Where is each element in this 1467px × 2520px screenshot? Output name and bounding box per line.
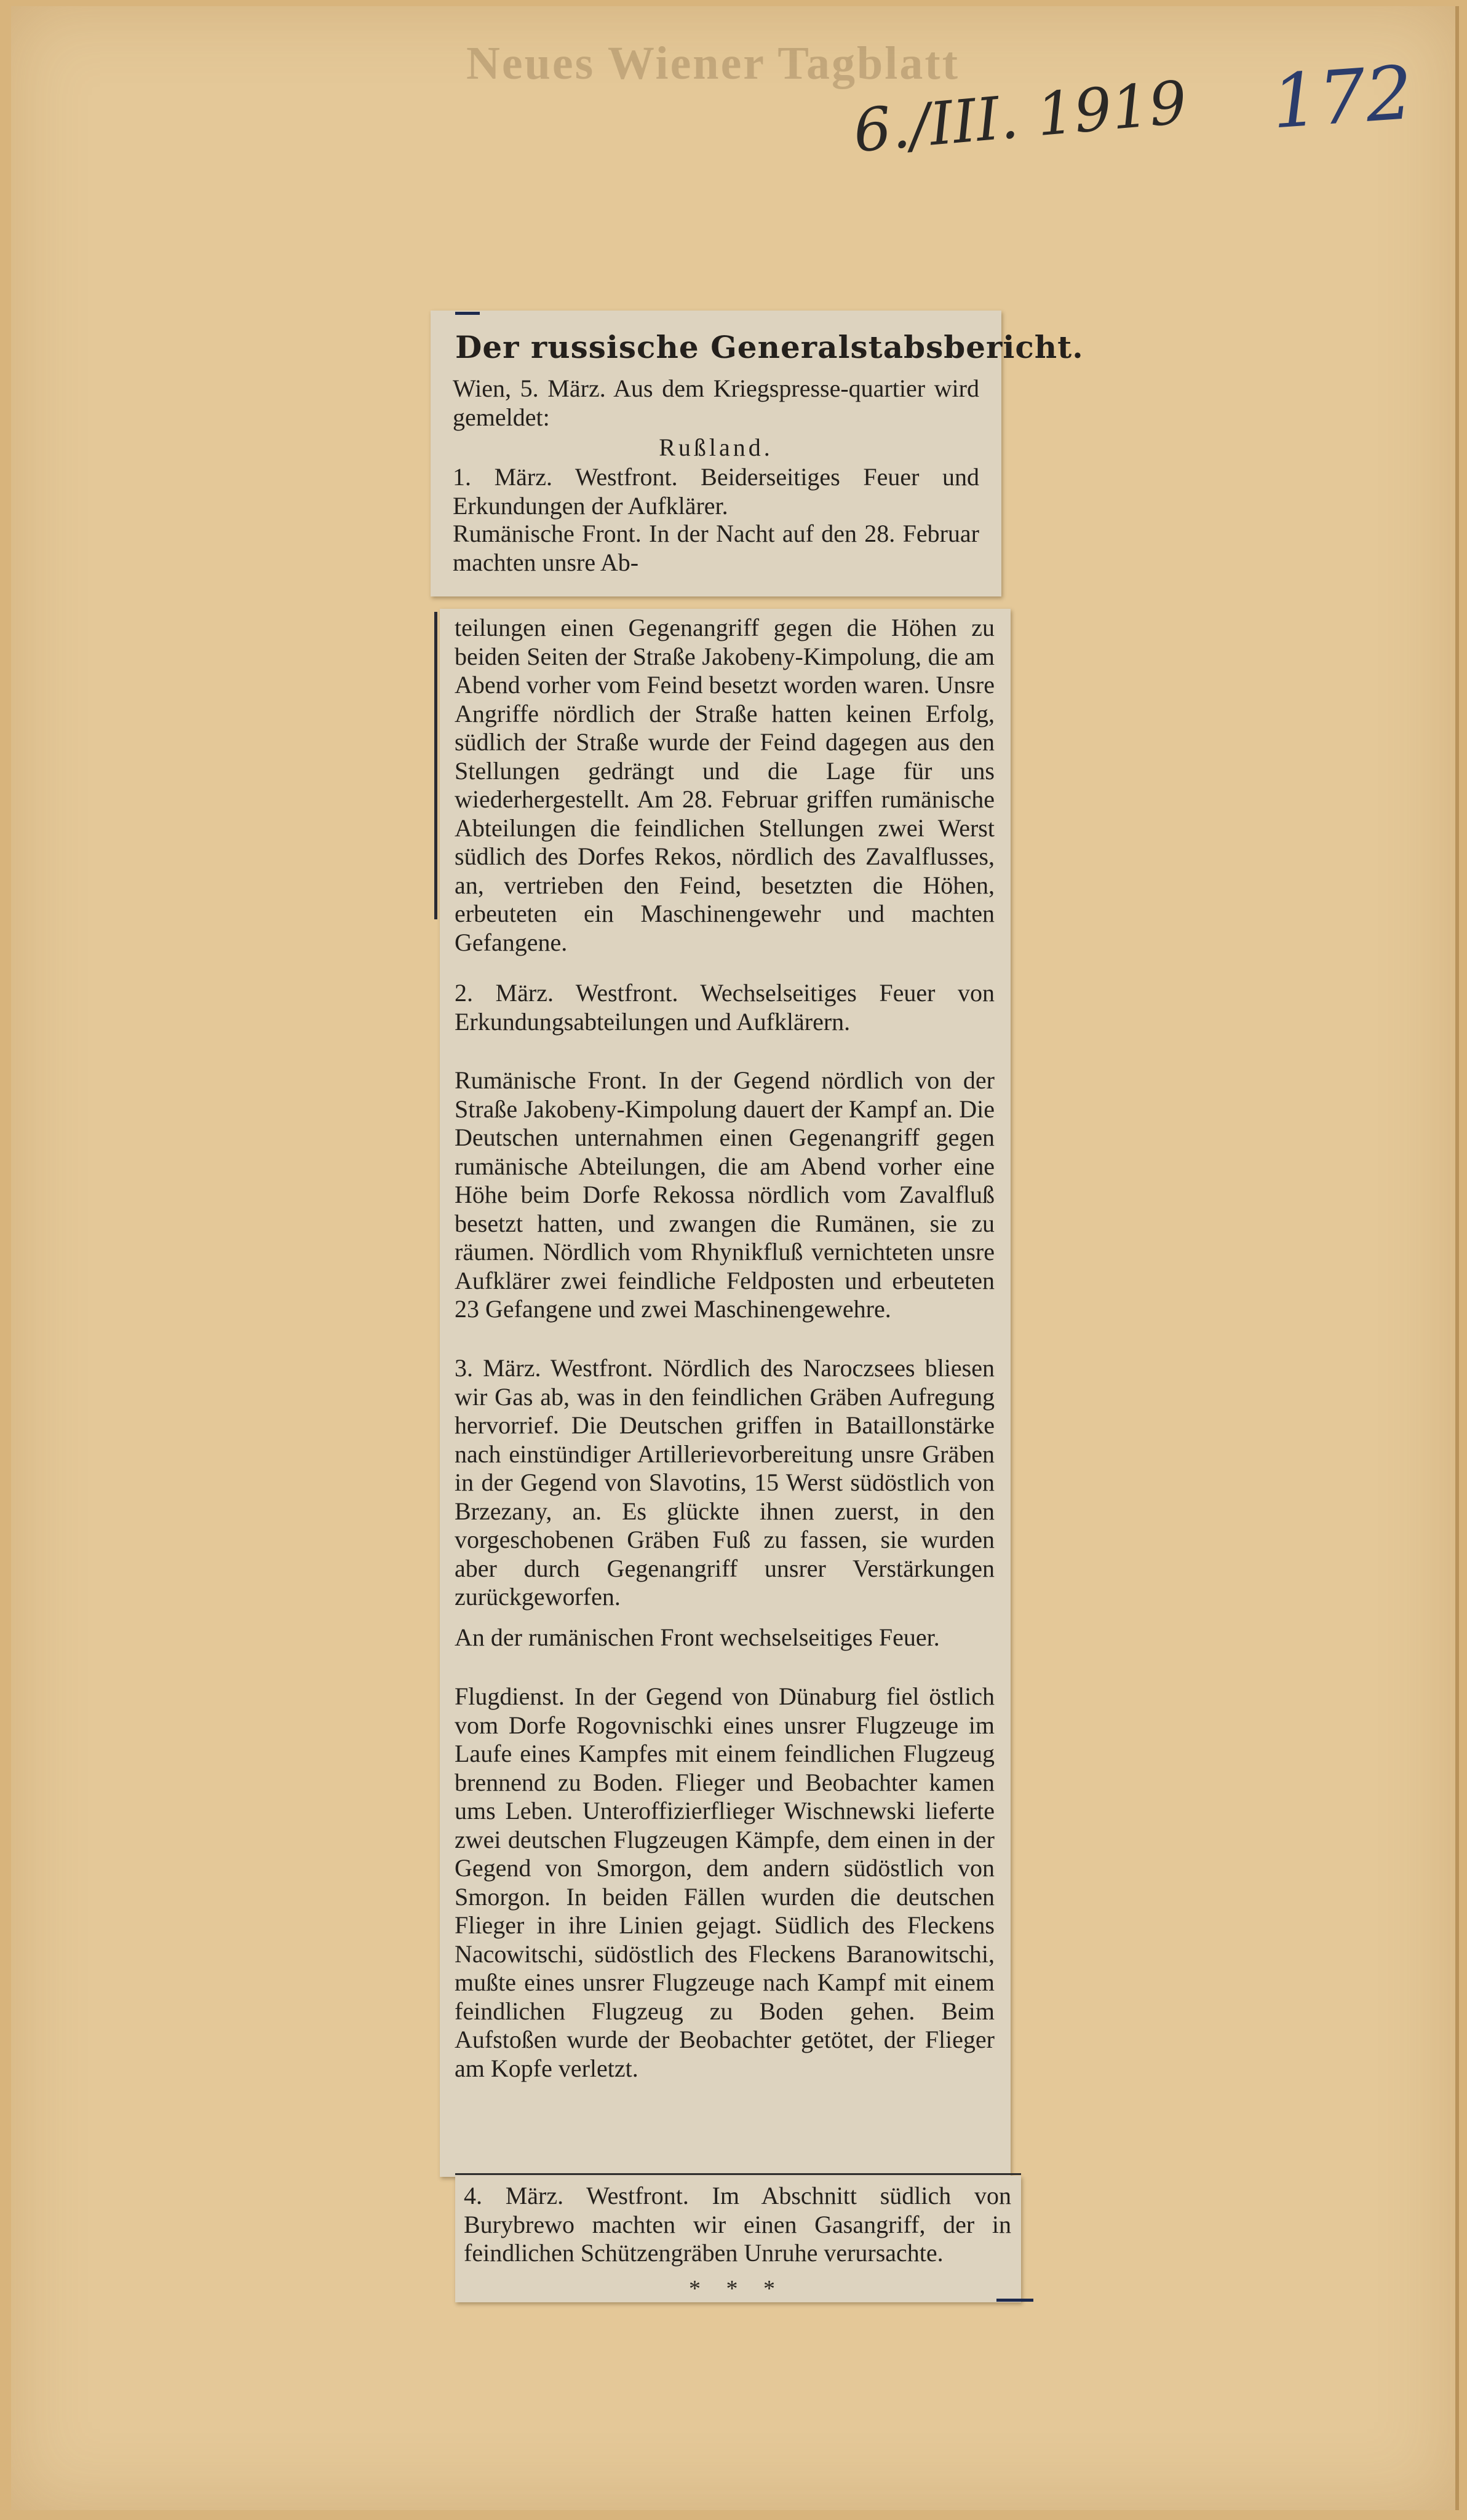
clipping-end-mark [996,2299,1033,2302]
section-heading: Rußland. [659,434,773,461]
clipping-top [431,311,1084,596]
report-march-3-west: 3. März. Westfront. Nördlich des Naroczsees bliesen wir Gas ab, was in den feindlichen Gräben Aufregung hervorrief. Die Deutschen griffen in Bataillonstärke nach einstündiger Artillerievorbereitung unsre Gräben in der Gegend von Slavotins, 15 Werst südöstlich von Brzezany, an. Es glückte ihnen zuerst, in den vorgeschobenen Gräben Fuß zu fassen, sie wurden aber durch Gegenangriff unsrer Verstärkungen zurückgeworfen. [455,1354,995,1611]
article-headline: Der russische Generalstabsbericht. [455,329,1084,365]
clipping-divider [455,2173,1021,2175]
clipping-middle [440,609,1011,2177]
report-march-3-air: Flugdienst. In der Gegend von Dünaburg fiel östlich vom Dorfe Rogovnischki eines unsrer Flugzeuge im Laufe eines Kampfes mit einem feindlichen Flugzeug brennend zu Boden. Flieger und Beobachter kamen ums Leben. Unteroffizierflieger Wischnewski lieferte zwei deutschen Flugzeugen Kämpfe, dem einen in der Gegend von Smorgon, dem andern südöstlich von Smorgon. In beiden Fällen wurden die deutschen Flieger in ihre Linien gejagt. Südlich des Fleckens Nacowitschi, südöstlich des Fleckens Baranowitschi, mußte eines unsrer Flugzeuge nach Kampf mit einem feindlichen Flugzeug zu Boden gehen. Beim Aufstoßen wurde der Beobachter getötet, der Flieger am Kopfe verletzt. [455,1682,995,2082]
report-march-1-romania: Rumänische Front. In der Nacht auf den 28. Februar machten unsre Ab- [453,520,979,576]
folio-number: 172 [1269,50,1416,146]
report-march-1-romania-cont: teilungen einen Gegenangriff gegen die Höhen zu beiden Seiten der Straße Jakobeny-Kimpolung, die am Abend vorher vom Feind besetzt worden waren. Unsre Angriffe nördlich der Straße hatten keinen Erfolg, südlich der Straße wurde der Feind dagegen aus den Stellungen gedrängt und die Lage für uns wiederhergestellt. Am 28. Februar griffen rumänische Abteilungen die feindlichen Stellungen zwei Werst südlich des Dorfes Rekos, nördlich des Zavalflusses, an, vertrieben den Feind, besetzten die Höhen, erbeuteten ein Maschinengewehr und machten Gefangene. [455,614,995,956]
newspaper-masthead: Neues Wiener Tagblatt [466,38,960,89]
end-mark: * * * [689,2276,785,2302]
report-march-3-romania: An der rumänischen Front wechselseitiges Feuer. [455,1623,940,1651]
clipping-corner-mark [455,312,480,315]
report-march-2-romania: Rumänische Front. In der Gegend nördlich von der Straße Jakobeny-Kimpolung dauert der Kampf an. Die Deutschen unternahmen einen Gegenangriff gegen rumänische Abteilungen, die am Abend vorher eine Höhe beim Dorfe Rekossa nördlich vom Zavalfluß besetzt hatten, und zwangen die Rumänen, sie zu räumen. Nördlich vom Rhynikfluß vernichteten unsre Aufklärer zwei feindliche Feldposten und erbeuteten 23 Gefangene und zwei Maschinengewehre. [455,1066,995,1323]
article-dateline: Wien, 5. März. Aus dem Kriegspresse-quartier wird gemeldet: [453,374,979,431]
handwritten-date: 6./III. 1919 [851,68,1190,166]
report-march-4-west: 4. März. Westfront. Im Abschnitt südlich von Burybrewo machten wir einen Gasangriff, der in feindlichen Schützengräben Unruhe verursachte. [464,2182,1011,2267]
clipping-side-mark [434,612,437,919]
report-march-1-west: 1. März. Westfront. Beiderseitiges Feuer und Erkundungen der Aufklärer. [453,463,979,520]
report-march-2-west: 2. März. Westfront. Wechselseitiges Feuer von Erkundungsabteilungen und Aufklärern. [455,979,995,1036]
clipping-bottom [455,2176,1021,2302]
